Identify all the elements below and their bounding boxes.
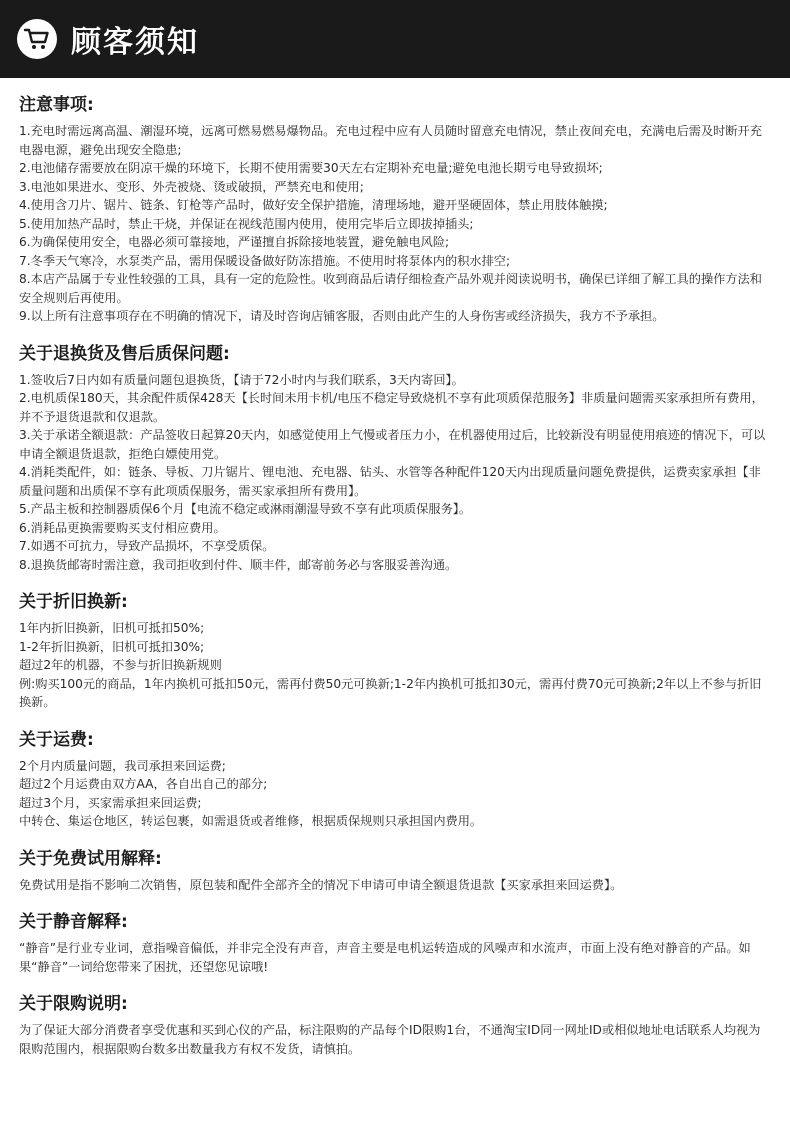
notice-content	[0, 78, 790, 1058]
notice-line: 免费试用是指不影响二次销售，原包装和配件全部齐全的情况下申请可申请全额退货退款【买家承担来回运费】。	[19, 877, 623, 892]
notice-section	[19, 993, 772, 1058]
notice-line: 超过2年的机器，不参与折旧换新规则	[19, 658, 222, 672]
section-title: 关于静音解释:	[19, 912, 128, 932]
section-title: 关于限购说明:	[19, 994, 128, 1014]
notice-section	[19, 343, 772, 575]
notice-line: 2.电机质保180天，其余配件质保428天【长时间未用卡机/电压不稳定导致烧机不享有此项质保范服务】非质量问题需买家承担所有费用，并不予退货退款和仅退款。	[19, 391, 764, 424]
notice-line: “静音”是行业专业词，意指噪音偏低，并非完全没有声音，声音主要是电机运转造成的风噪声和水流声，市面上没有绝对静音的产品。如果“静音”一词给您带来了困扰，还望您见谅哦!	[19, 941, 751, 974]
notice-line: 中转仓、集运仓地区，转运包裹，如需退货或者维修，根据质保规则只承担国内费用。	[19, 814, 483, 828]
notice-line: 2.电池储存需要放在阴凉干燥的环境下，长期不使用需要30天左右定期补充电量;避免电池长期亏电导致损坏;	[19, 161, 603, 175]
page-header	[0, 0, 790, 78]
section-title: 注意事项:	[19, 95, 94, 115]
notice-section	[19, 848, 772, 895]
notice-line: 8.退换货邮寄时需注意，我司拒收到付件、顺丰件，邮寄前务必与客服妥善沟通。	[19, 557, 458, 572]
notice-section	[19, 729, 772, 831]
section-title: 关于折旧换新:	[19, 592, 128, 612]
notice-line: 6.消耗品更换需要购买支付相应费用。	[19, 520, 226, 535]
notice-line: 超过2个月运费由双方AA，各自出自己的部分;	[19, 777, 268, 791]
notice-line: 3.电池如果进水、变形、外壳被烧、烫或破损，严禁充电和使用;	[19, 179, 364, 194]
notice-line: 5.产品主板和控制器质保6个月【电流不稳定或淋雨潮湿导致不享有此项质保服务】。	[19, 502, 472, 516]
section-title: 关于退换货及售后质保问题:	[19, 343, 230, 364]
notice-line: 8.本店产品属于专业性较强的工具，具有一定的危险性。收到商品后请仔细检查产品外观并阅读说明书，确保已详细了解工具的操作方法和安全规则后再使用。	[19, 272, 762, 305]
notice-line: 为了保证大部分消费者享受优惠和买到心仪的产品，标注限购的产品每个ID限购1台，不通淘宝ID同一网址ID或相似地址电话联系人均视为限购范围内，根据限购台数多出数量我方有权不发货，请慎拍。	[19, 1023, 761, 1056]
notice-section	[19, 911, 772, 976]
notice-section	[19, 94, 772, 326]
notice-line: 3.关于承诺全额退款：产品签收日起算20天内，如感觉使用上气慢或者压力小，在机器使用过后，比较新没有明显使用痕迹的情况下，可以申请全额退货退款，拒绝白嫖使用党。	[19, 428, 766, 461]
notice-line: 6.为确保使用安全，电器必须可靠接地，严谨擅自拆除接地装置，避免触电风险;	[19, 235, 450, 249]
notice-line: 9.以上所有注意事项存在不明确的情况下，请及时咨询店铺客服，否则由此产生的人身伤害或经济损失，我方不予承担。	[19, 309, 665, 323]
notice-line: 4.使用含刀片、锯片、链条、钉枪等产品时，做好安全保护措施，清理场地，避开坚硬固体，禁止用肢体触摸;	[19, 198, 608, 212]
section-title: 关于运费:	[19, 729, 94, 750]
notice-line: 1-2年折旧换新，旧机可抵扣30%;	[19, 639, 205, 654]
section-title: 关于免费试用解释:	[19, 848, 162, 869]
notice-line: 7.冬季天气寒冷，水泵类产品，需用保暖设备做好防冻措施。不使用时将泵体内的积水排空;	[19, 253, 511, 268]
notice-line: 7.如遇不可抗力，导致产品损坏，不享受质保。	[19, 539, 275, 553]
page-title: 顾客须知	[71, 25, 199, 60]
notice-line: 超过3个月，买家需承担来回运费;	[19, 795, 202, 810]
notice-line: 1.签收后7日内如有质量问题包退换货，【请于72小时内与我们联系，3天内寄回】。	[19, 372, 464, 387]
notice-line: 1.充电时需远离高温、潮湿环境，远离可燃易燃易爆物品。充电过程中应有人员随时留意充电情况，禁止夜间充电，充满电后需及时断开充电器电源，避免出现安全隐患;	[19, 124, 762, 157]
notice-line: 5.使用加热产品时，禁止干烧，并保证在视线范围内使用，使用完毕后立即拔掉插头;	[19, 216, 474, 231]
notice-line: 4.消耗类配件，如：链条、导板、刀片锯片、锂电池、充电器、钻头、水管等各种配件120天内出现质量问题免费提供，运费卖家承担【非质量问题和出质保不享有此项质保服务，需买家承担所有费用】。	[19, 465, 761, 498]
notice-line: 2个月内质量问题，我司承担来回运费;	[19, 758, 226, 773]
shopping-cart-icon	[17, 19, 57, 59]
notice-line: 1年内折旧换新，旧机可抵扣50%;	[19, 621, 205, 635]
notice-line: 例:购买100元的商品，1年内换机可抵扣50元，需再付费50元可换新;1-2年内换机可抵扣30元，需再付费70元可换新;2年以上不参与折旧换新。	[19, 676, 762, 709]
notice-section	[19, 591, 772, 712]
